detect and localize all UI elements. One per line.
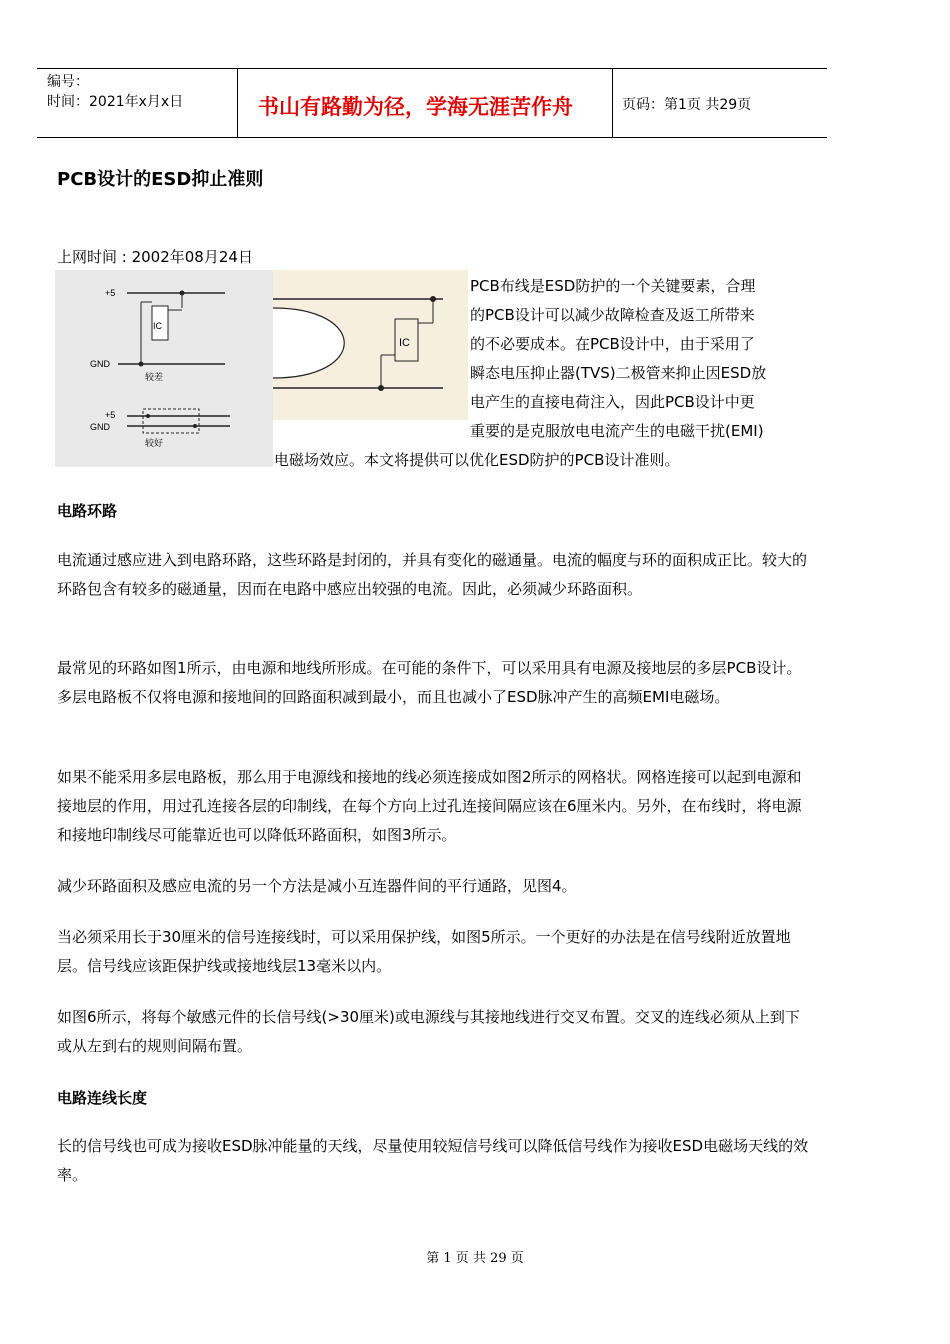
section-heading-line-length: 电路连线长度 (57, 1089, 148, 1107)
paragraph: 减少环路面积及感应电流的另一个方法是减小互连器件间的平行通路，见图4。 (57, 877, 577, 895)
intro-line: 重要的是克服放电电流产生的电磁干扰(EMI) (470, 422, 764, 440)
plus5-label-better: +5 (105, 410, 116, 420)
intro-line: 电产生的直接电荷注入，因此PCB设计中更 (470, 393, 755, 411)
publish-time: 上网时间 : 2002年08月24日 (57, 248, 253, 266)
page-header (37, 68, 827, 138)
intro-line: 电磁场效应。本文将提供可以优化ESD防护的PCB设计准则。 (274, 451, 680, 469)
ic-loop-figure (273, 270, 468, 420)
paragraph: 如果不能采用多层电路板，那么用于电源线和接地的线必须连接成如图2所示的网格状。网格连接可以起到电源和接地层的作用，用过孔连接各层的印制线，在每个方向上过孔连接间隔应该在6厘米内。另外，在布线时，将电源和接地印制线尽可能靠近也可以降低环路面积，如图3所示。 (57, 768, 802, 844)
header-motto-cell (237, 69, 613, 137)
gnd-label-worse: GND (90, 359, 110, 369)
plus5-label-worse: +5 (105, 288, 116, 298)
worse-label: 较差 (145, 373, 164, 383)
section-heading-circuit-loop: 电路环路 (57, 502, 118, 520)
paragraph: 最常见的环路如图1所示，由电源和地线所形成。在可能的条件下，可以采用具有电源及接地层的多层PCB设计。多层电路板不仅将电源和接地间的回路面积减到最小，而且也减小了ESD脉冲产生的高频EMI电磁场。 (57, 659, 802, 706)
intro-line: 的PCB设计可以减少故障检查及返工所带来 (470, 306, 755, 324)
paragraph: 电流通过感应进入到电路环路，这些环路是封闭的，并具有变化的磁通量。电流的幅度与环的面积成正比。较大的环路包含有较多的磁通量，因而在电路中感应出较强的电流。因此，必须减少环路面积。 (57, 551, 808, 598)
better-label: 较好 (145, 439, 164, 449)
header-motto: 书山有路勤为径，学海无涯苦作舟 (258, 94, 573, 119)
intro-line: 瞬态电压抑止器(TVS)二极管来抑止因ESD放 (470, 364, 767, 382)
gnd-label-better: GND (90, 422, 110, 432)
loop-comparison-figure (55, 270, 273, 467)
header-page-cell (612, 69, 827, 137)
header-left-cell (37, 69, 237, 137)
ic-label-worse: IC (153, 321, 162, 331)
serial-label: 编号： (47, 74, 89, 90)
page-footer: 第 1 页 共 29 页 (426, 1251, 524, 1266)
header-page-info: 页码：第1页 共29页 (622, 97, 752, 113)
time-label: 时间：2021年x月x日 (47, 94, 184, 110)
paragraph: 长的信号线也可成为接收ESD脉冲能量的天线，尽量使用较短信号线可以降低信号线作为接收ESD电磁场天线的效率。 (57, 1137, 809, 1184)
article-title: PCB设计的ESD抑止准则 (57, 169, 264, 190)
intro-line: 的不必要成本。在PCB设计中，由于采用了 (470, 335, 755, 353)
intro-line: PCB布线是ESD防护的一个关键要素，合理 (470, 277, 756, 295)
paragraph: 当必须采用长于30厘米的信号连接线时，可以采用保护线，如图5所示。一个更好的办法是在信号线附近放置地层。信号线应该距保护线或接地线层13毫米以内。 (57, 928, 791, 975)
ic-label-fig2: IC (399, 337, 410, 349)
paragraph: 如图6所示，将每个敏感元件的长信号线(>30厘米)或电源线与其接地线进行交叉布置。交叉的连线必须从上到下或从左到右的规则间隔布置。 (57, 1008, 800, 1055)
